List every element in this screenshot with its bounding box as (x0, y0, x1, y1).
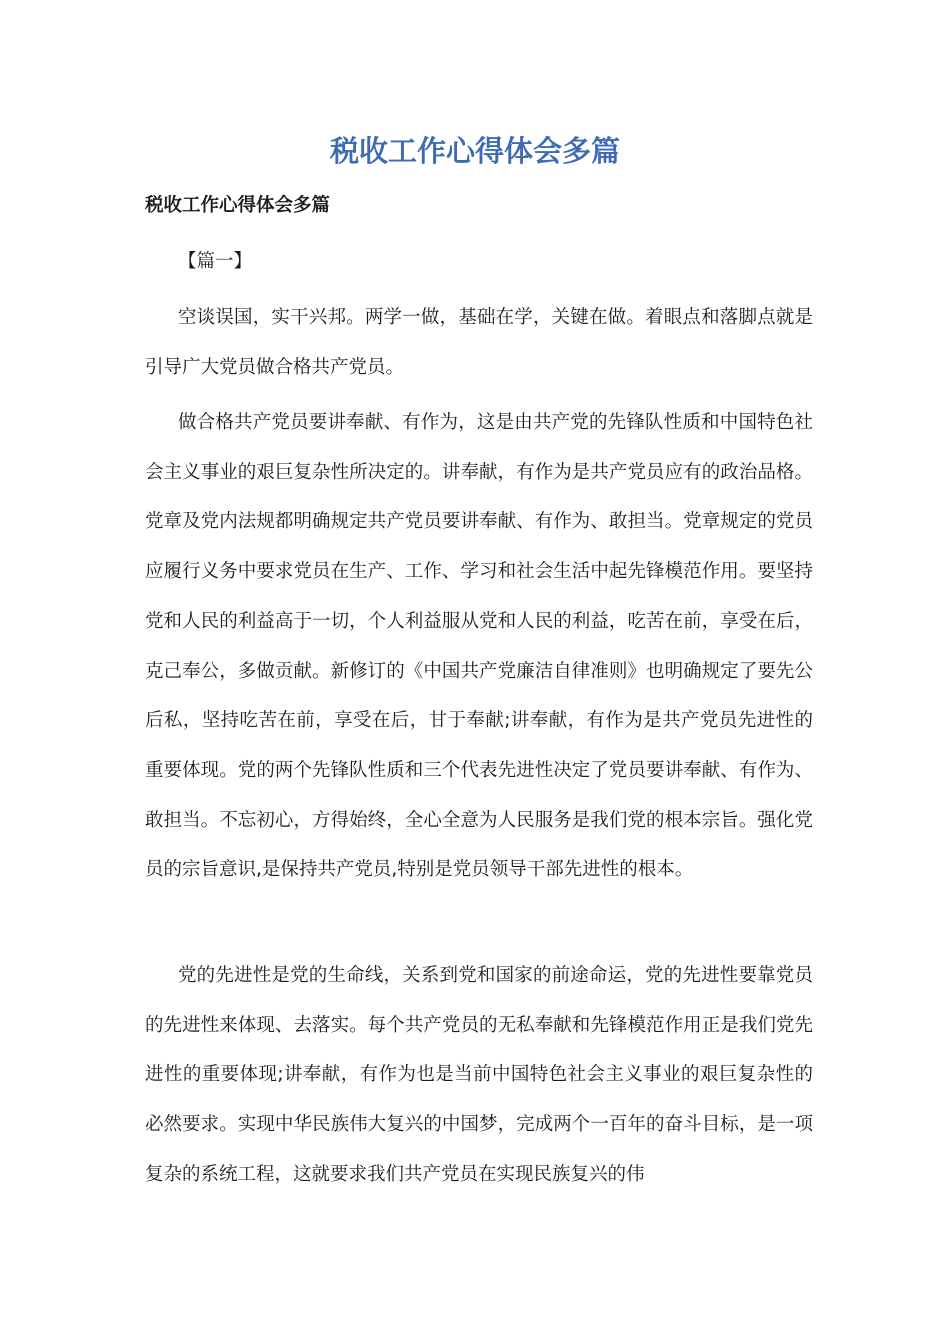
document-title: 税收工作心得体会多篇 (329, 134, 620, 168)
paragraph: 空谈误国，实干兴邦。两学一做，基础在学，关键在做。着眼点和落脚点就是引导广大党员做合格共产党员。 (145, 307, 813, 378)
paragraph: 做合格共产党员要讲奉献、有作为，这是由共产党的先锋队性质和中国特色社会主义事业的艰巨复杂性所决定的。讲奉献，有作为是共产党员应有的政治品格。党章及党内法规都明确规定共产党员要讲奉献、有作为、敢担当。党章规定的党员应履行义务中要求党员在生产、工作、学习和社会生活中起先锋模范作用。要坚持党和人民的利益高于一切，个人利益服从党和人民的利益，吃苦在前，享受在后，克己奉公，多做贡献。新修订的《中国共产党廉洁自律准则》也明确规定了要先公后私，坚持吃苦在前，享受在后，甘于奉献;讲奉献，有作为是共产党员先进性的重要体现。党的两个先锋队性质和三个代表先进性决定了党员要讲奉献、有作为、敢担当。不忘初心，方得始终，全心全意为人民服务是我们党的根本宗旨。强化党员的宗旨意识,是保持共产党员,特别是党员领导干部先进性的根本。 (145, 412, 813, 881)
paragraph: 党的先进性是党的生命线，关系到党和国家的前途命运，党的先进性要靠党员的先进性来体现、去落实。每个共产党员的无私奉献和先锋模范作用正是我们党先进性的重要体现;讲奉献，有作为也是当前中国特色社会主义事业的艰巨复杂性的必然要求。实现中华民族伟大复兴的中国梦，完成两个一百年的奋斗目标，是一项复杂的系统工程，这就要求我们共产党员在实现民族复兴的伟 (145, 965, 813, 1185)
section-label: 【篇一】 (178, 251, 253, 272)
document-subheading: 税收工作心得体会多篇 (145, 195, 331, 216)
